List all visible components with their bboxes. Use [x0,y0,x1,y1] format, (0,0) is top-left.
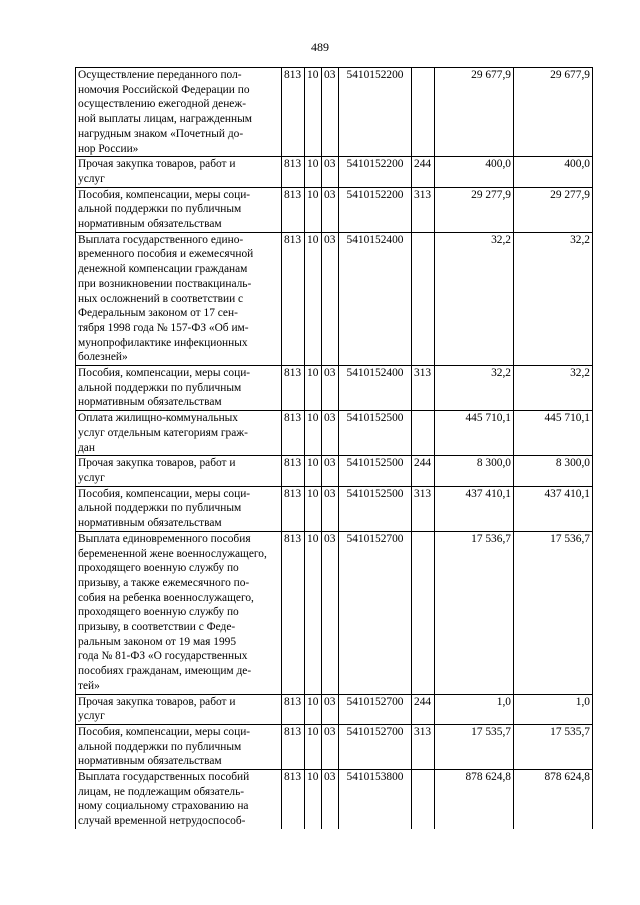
subsection-code: 03 [322,157,339,187]
amount-second-year: 445 710,1 [514,411,593,456]
expense-type-code [412,411,435,456]
target-article-code: 5410152500 [339,486,412,531]
expense-type-code: 244 [412,157,435,187]
grbs-code: 813 [282,724,305,769]
subsection-code: 03 [322,694,339,724]
amount-second-year: 17 536,7 [514,531,593,694]
amount-first-year: 17 535,7 [435,724,514,769]
target-article-code: 5410152400 [339,232,412,365]
grbs-code: 813 [282,770,305,829]
grbs-code: 813 [282,486,305,531]
grbs-code: 813 [282,456,305,486]
amount-second-year: 29 277,9 [514,187,593,232]
amount-second-year: 8 300,0 [514,456,593,486]
item-name: Выплата единовременного пособия беремененной жене военнослужащего, проходящего военную службу по призыву, а также ежемесячного по- собия на ребенка военнослужащего, проходящего военную службу по призыву, в соответствии с Феде- ральным законом от 19 мая 1995 года № 81-ФЗ «О государственных пособиях гражданам, имеющим де- тей» [76,531,282,694]
amount-second-year: 32,2 [514,232,593,365]
section-code: 10 [305,531,322,694]
amount-second-year: 29 677,9 [514,68,593,157]
target-article-code: 5410152400 [339,366,412,411]
amount-first-year: 29 277,9 [435,187,514,232]
section-code: 10 [305,411,322,456]
grbs-code: 813 [282,694,305,724]
grbs-code: 813 [282,411,305,456]
subsection-code: 03 [322,366,339,411]
section-code: 10 [305,694,322,724]
subsection-code: 03 [322,411,339,456]
section-code: 10 [305,366,322,411]
item-name: Выплата государственных пособий лицам, не подлежащим обязатель- ному социальному страхованию на случай временной нетрудоспособ- [76,770,282,829]
table-row [76,724,593,769]
table-row [76,486,593,531]
item-name: Пособия, компенсации, меры соци- альной поддержки по публичным нормативным обязательствам [76,187,282,232]
amount-first-year: 878 624,8 [435,770,514,829]
amount-second-year: 878 624,8 [514,770,593,829]
section-code: 10 [305,486,322,531]
grbs-code: 813 [282,187,305,232]
amount-first-year: 29 677,9 [435,68,514,157]
section-code: 10 [305,456,322,486]
grbs-code: 813 [282,366,305,411]
table-row [76,157,593,187]
grbs-code: 813 [282,68,305,157]
subsection-code: 03 [322,68,339,157]
item-name: Пособия, компенсации, меры соци- альной поддержки по публичным нормативным обязательствам [76,366,282,411]
target-article-code: 5410152200 [339,157,412,187]
subsection-code: 03 [322,724,339,769]
expense-type-code [412,770,435,829]
item-name: Прочая закупка товаров, работ и услуг [76,157,282,187]
table-row [76,68,593,157]
item-name: Оплата жилищно-коммунальных услуг отдельным категориям граж- дан [76,411,282,456]
expense-type-code [412,68,435,157]
subsection-code: 03 [322,187,339,232]
budget-table [75,67,593,829]
amount-first-year: 400,0 [435,157,514,187]
amount-second-year: 400,0 [514,157,593,187]
item-name: Прочая закупка товаров, работ и услуг [76,456,282,486]
expense-type-code: 244 [412,694,435,724]
expense-type-code [412,531,435,694]
item-name: Прочая закупка товаров, работ и услуг [76,694,282,724]
item-name: Выплата государственного едино- временного пособия и ежемесячной денежной компенсации гражданам при возникновении поствакциналь- ных осложнений в соответствии с Федеральным законом от 17 сен- тября 1998 года № 157-ФЗ «Об им- мунопрофилактике инфекционных болезней» [76,232,282,365]
target-article-code: 5410152500 [339,456,412,486]
amount-first-year: 437 410,1 [435,486,514,531]
amount-first-year: 445 710,1 [435,411,514,456]
amount-second-year: 32,2 [514,366,593,411]
section-code: 10 [305,232,322,365]
section-code: 10 [305,68,322,157]
subsection-code: 03 [322,486,339,531]
item-name: Пособия, компенсации, меры соци- альной поддержки по публичным нормативным обязательствам [76,724,282,769]
expense-type-code [412,232,435,365]
amount-first-year: 1,0 [435,694,514,724]
subsection-code: 03 [322,232,339,365]
target-article-code: 5410152700 [339,531,412,694]
section-code: 10 [305,770,322,829]
table-row [76,456,593,486]
target-article-code: 5410152700 [339,724,412,769]
item-name: Осуществление переданного пол- номочия Российской Федерации по осуществлению ежегодной денеж- ной выплаты лицам, награжденным нагрудным знаком «Почетный до- нор России» [76,68,282,157]
expense-type-code: 244 [412,456,435,486]
table-row [76,232,593,365]
expense-type-code: 313 [412,187,435,232]
amount-first-year: 32,2 [435,232,514,365]
expense-type-code: 313 [412,366,435,411]
expense-type-code: 313 [412,724,435,769]
grbs-code: 813 [282,531,305,694]
target-article-code: 5410152700 [339,694,412,724]
section-code: 10 [305,187,322,232]
subsection-code: 03 [322,770,339,829]
table-row [76,770,593,829]
table-row [76,694,593,724]
table-body [76,68,593,829]
amount-first-year: 8 300,0 [435,456,514,486]
amount-second-year: 1,0 [514,694,593,724]
expense-type-code: 313 [412,486,435,531]
subsection-code: 03 [322,531,339,694]
target-article-code: 5410152200 [339,68,412,157]
amount-first-year: 17 536,7 [435,531,514,694]
page-number: 489 [311,40,329,54]
amount-second-year: 17 535,7 [514,724,593,769]
table-row [76,366,593,411]
section-code: 10 [305,157,322,187]
table-row [76,531,593,694]
subsection-code: 03 [322,456,339,486]
target-article-code: 5410152200 [339,187,412,232]
table-row [76,187,593,232]
item-name: Пособия, компенсации, меры соци- альной поддержки по публичным нормативным обязательствам [76,486,282,531]
table-row [76,411,593,456]
grbs-code: 813 [282,232,305,365]
amount-second-year: 437 410,1 [514,486,593,531]
amount-first-year: 32,2 [435,366,514,411]
section-code: 10 [305,724,322,769]
grbs-code: 813 [282,157,305,187]
target-article-code: 5410153800 [339,770,412,829]
target-article-code: 5410152500 [339,411,412,456]
